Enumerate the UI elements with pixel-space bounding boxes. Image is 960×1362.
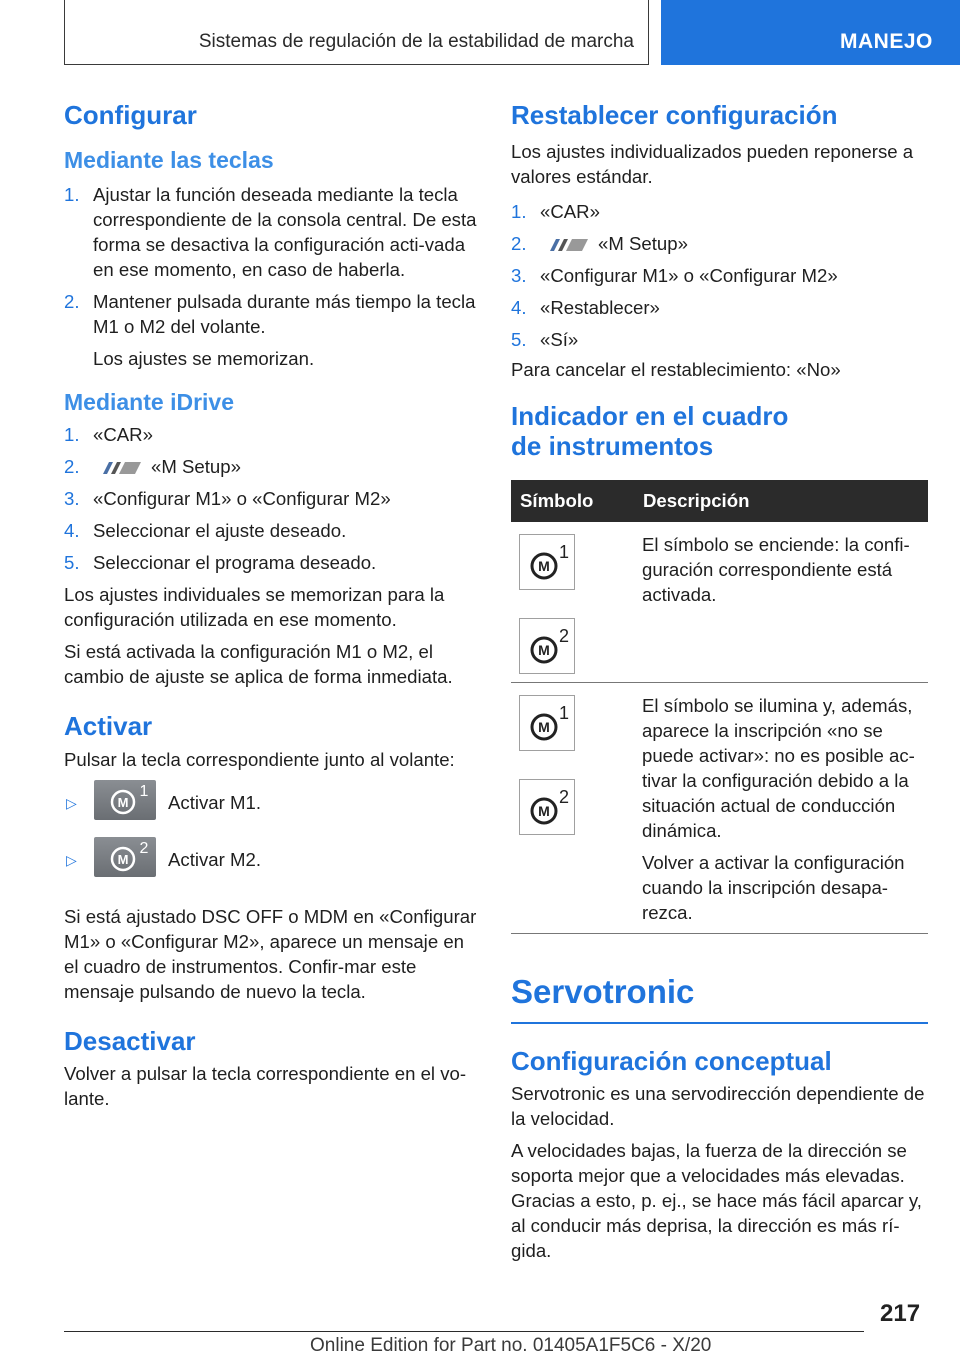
description-text: El símbolo se ilumina y, además, aparece la inscripción «no se puede activar»: no es posible ac‐tivar la configuración debido a la situación actual de conducción dinámica.	[642, 694, 915, 841]
heading-teclas: Mediante las teclas	[64, 147, 274, 174]
list-item: 2. Mantener pulsada durante más tiempo la tecla M1 o M2 del volante. Los ajustes se memorizan.	[64, 289, 478, 371]
svg-text:M: M	[538, 557, 550, 574]
m-stripes-icon	[97, 460, 143, 476]
footer-edition: Online Edition for Part no. 01405A1F5C6 - X/20	[310, 1335, 712, 1356]
list-item: 2. «M Setup»	[511, 233, 688, 255]
symbol-cell	[511, 682, 634, 933]
table-header-symbol: Símbolo	[511, 480, 634, 522]
svg-text:2: 2	[558, 625, 570, 646]
page-number: 217	[880, 1300, 921, 1327]
heading-desactivar: Desactivar	[64, 1025, 196, 1056]
section-divider	[511, 1022, 928, 1024]
svg-text:1: 1	[139, 782, 149, 800]
svg-text:1: 1	[558, 702, 570, 723]
list-item: 1. «CAR»	[64, 424, 153, 446]
svg-text:M: M	[538, 641, 550, 658]
header-title: Sistemas de regulación de la estabilidad de marcha	[198, 31, 634, 52]
left-column	[64, 100, 478, 1111]
section-tab[interactable]	[661, 0, 960, 65]
list-item: 1. Ajustar la función deseada mediante la tecla correspondiente de la consola central. De esta forma se desactiva la configuración acti‐vada en ese momento, en caso de haberla.	[64, 183, 477, 280]
heading-configurar: Configurar	[64, 100, 197, 130]
m2-key-icon	[94, 837, 156, 877]
list-item: 5. «Sí»	[511, 329, 579, 351]
list-item: 1. «CAR»	[511, 201, 600, 223]
svg-text:2: 2	[558, 786, 570, 807]
heading-activar: Activar	[64, 711, 153, 742]
activar-intro: Pulsar la tecla correspondiente junto al volante:	[64, 748, 455, 770]
m2-symbol-icon	[519, 779, 575, 835]
idrive-note-1: Los ajustes individuales se memorizan para la configuración utilizada en ese momento.	[64, 584, 445, 631]
list-subtext: Los ajustes se memorizan.	[93, 347, 315, 369]
list-item: 5. Seleccionar el programa deseado.	[64, 552, 377, 574]
description-cell	[634, 522, 928, 683]
indicator-table	[511, 480, 928, 934]
m1-symbol-icon	[519, 534, 575, 590]
table-row	[511, 522, 928, 683]
svg-text:1: 1	[558, 541, 570, 562]
list-item: 3. «Configurar M1» o «Configurar M2»	[511, 265, 838, 287]
svg-text:M: M	[117, 794, 129, 810]
list-item: 3. «Configurar M1» o «Configurar M2»	[64, 488, 391, 510]
list-item: 2. «M Setup»	[64, 456, 241, 478]
header-frame	[64, 0, 649, 65]
restablecer-intro: Los ajustes individualizados pueden reponerse a valores estándar.	[511, 141, 914, 188]
servo-text-1: Servotronic es una servodirección dependiente de la velocidad.	[511, 1083, 925, 1130]
activar-note: Si está ajustado DSC OFF o MDM en «Configurar M1» o «Configurar M2», aparece un mensaje en el cuadro de instrumentos. Confir‐mar este mensaje pulsando de nuevo la tecla.	[64, 905, 477, 1002]
heading-servotronic: Servotronic	[511, 972, 695, 1010]
svg-text:M: M	[538, 718, 550, 735]
heading-conceptual: Configuración conceptual	[511, 1046, 832, 1077]
idrive-list	[64, 422, 478, 575]
svg-text:2: 2	[139, 839, 149, 857]
heading-indicador: Indicador en el cuadro de instrumentos	[511, 401, 789, 462]
svg-text:M: M	[117, 851, 129, 867]
list-item: 4. Seleccionar el ajuste deseado.	[64, 520, 347, 542]
teclas-list	[64, 182, 478, 371]
list-item: ▷ M 2 Activar M2.	[64, 847, 478, 899]
desactivar-text: Volver a pulsar la tecla correspondiente en el vo‐lante.	[64, 1062, 467, 1109]
activar-list	[64, 782, 478, 899]
heading-idrive: Mediante iDrive	[64, 388, 234, 415]
table-header-description: Descripción	[634, 480, 928, 522]
restablecer-list	[511, 199, 928, 352]
description-text: El símbolo se enciende: la confi‐guración correspondiente está activada.	[642, 533, 910, 605]
triangle-bullet-icon: ▷	[66, 794, 77, 811]
m1-symbol-icon	[519, 695, 575, 751]
m-stripes-icon	[544, 237, 590, 253]
description-cell	[634, 682, 928, 933]
description-text: Volver a activar la configuración cuando la inscripción desapa‐rezca.	[642, 851, 905, 923]
footer-rule	[64, 1331, 864, 1332]
right-column	[511, 100, 928, 1263]
m2-symbol-icon	[519, 618, 575, 674]
triangle-bullet-icon: ▷	[66, 851, 77, 868]
cancel-note: Para cancelar el restablecimiento: «No»	[511, 359, 841, 381]
symbol-cell	[511, 522, 634, 683]
m1-key-icon	[94, 780, 156, 820]
heading-restablecer: Restablecer configuración	[511, 100, 838, 130]
section-tab-label: MANEJO	[840, 30, 933, 53]
table-row	[511, 682, 928, 933]
svg-text:M: M	[538, 802, 550, 819]
idrive-note-2: Si está activada la configuración M1 o M2, el cambio de ajuste se aplica de forma inmediata.	[64, 641, 453, 688]
list-item: ▷ M 1 Activar M1.	[64, 790, 478, 842]
list-item: 4. «Restablecer»	[511, 297, 660, 319]
servo-text-2: A velocidades bajas, la fuerza de la dirección se soporta mejor que a velocidades más elevadas. Gracias a esto, p. ej., se hace más fácil aparcar y, al conducir más deprisa, la dirección es más rí‐gida.	[511, 1140, 922, 1262]
